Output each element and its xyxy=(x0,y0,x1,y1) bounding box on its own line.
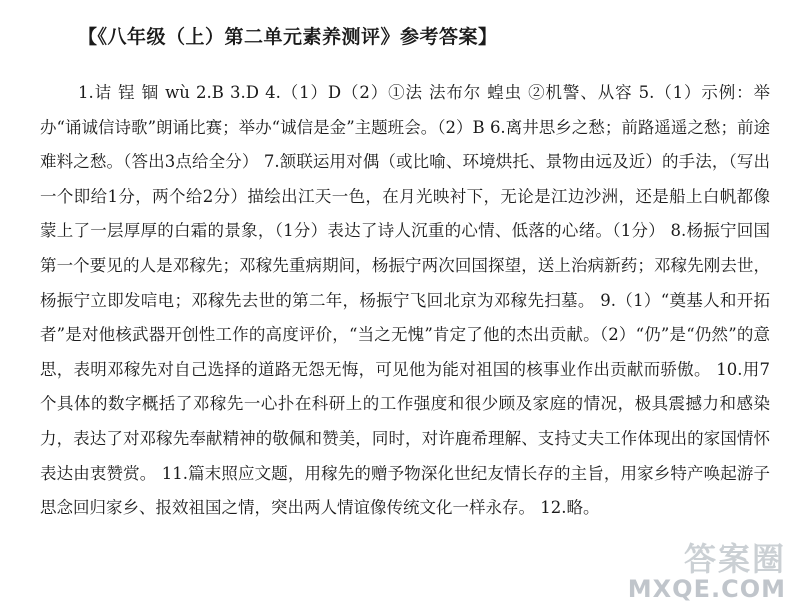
site-watermark xyxy=(628,542,786,602)
watermark-en: MXQE.COM xyxy=(627,575,786,603)
watermark-cn: 答案圈 xyxy=(683,540,786,578)
document-title: 【《八年级（上）第二单元素养测评》参考答案】 xyxy=(78,26,498,48)
answer-body-text: 1.诘 锃 锢 wù 2.B 3.D 4.（1）D（2）①法 法布尔 蝗虫 ②机警、从容 5.（1）示例：举办“诵诚信诗歌”朗诵比赛；举办“诚信是金”主题班会。（2）B 6.离井思乡之愁；前路遥遥之愁；前途难料之愁。（答出3点给全分） 7.颔联运用对偶（或比喻、环境烘托、景物由远及近）的手法，（写出一个即给1分，两个给2分）描绘出江天一色，在月光映衬下，无论是江边沙洲，还是船上白帆都像蒙上了一层厚厚的白霜的景象，（1分）表达了诗人沉重的心情、低落的心绪。（1分） 8.杨振宁回国第一个要见的人是邓稼先；邓稼先重病期间，杨振宁两次回国探望，送上治病新药；邓稼先刚去世，杨振宁立即发唁电；邓稼先去世的第二年，杨振宁飞回北京为邓稼先扫墓。 9.（1）“奠基人和开拓者”是对他核武器开创性工作的高度评价，“当之无愧”肯定了他的杰出贡献。（2）“仍”是“仍然”的意思，表明邓稼先对自己选择的道路无怨无悔，可见他为能对祖国的核事业作出贡献而骄傲。 10.用7个具体的数字概括了邓稼先一心扑在科研上的工作强度和很少顾及家庭的情况，极具震撼力和感染力，表达了对邓稼先奉献精神的敬佩和赞美，同时，对许鹿希理解、支持丈夫工作体现出的家国情怀表达由衷赞赏。 11.篇末照应文题，用稼先的赠予物深化世纪友情长存的主旨，用家乡特产唤起游子思念回归家乡、报效祖国之情，突出两人情谊像传统文化一样永存。 12.略。 xyxy=(40,83,770,518)
